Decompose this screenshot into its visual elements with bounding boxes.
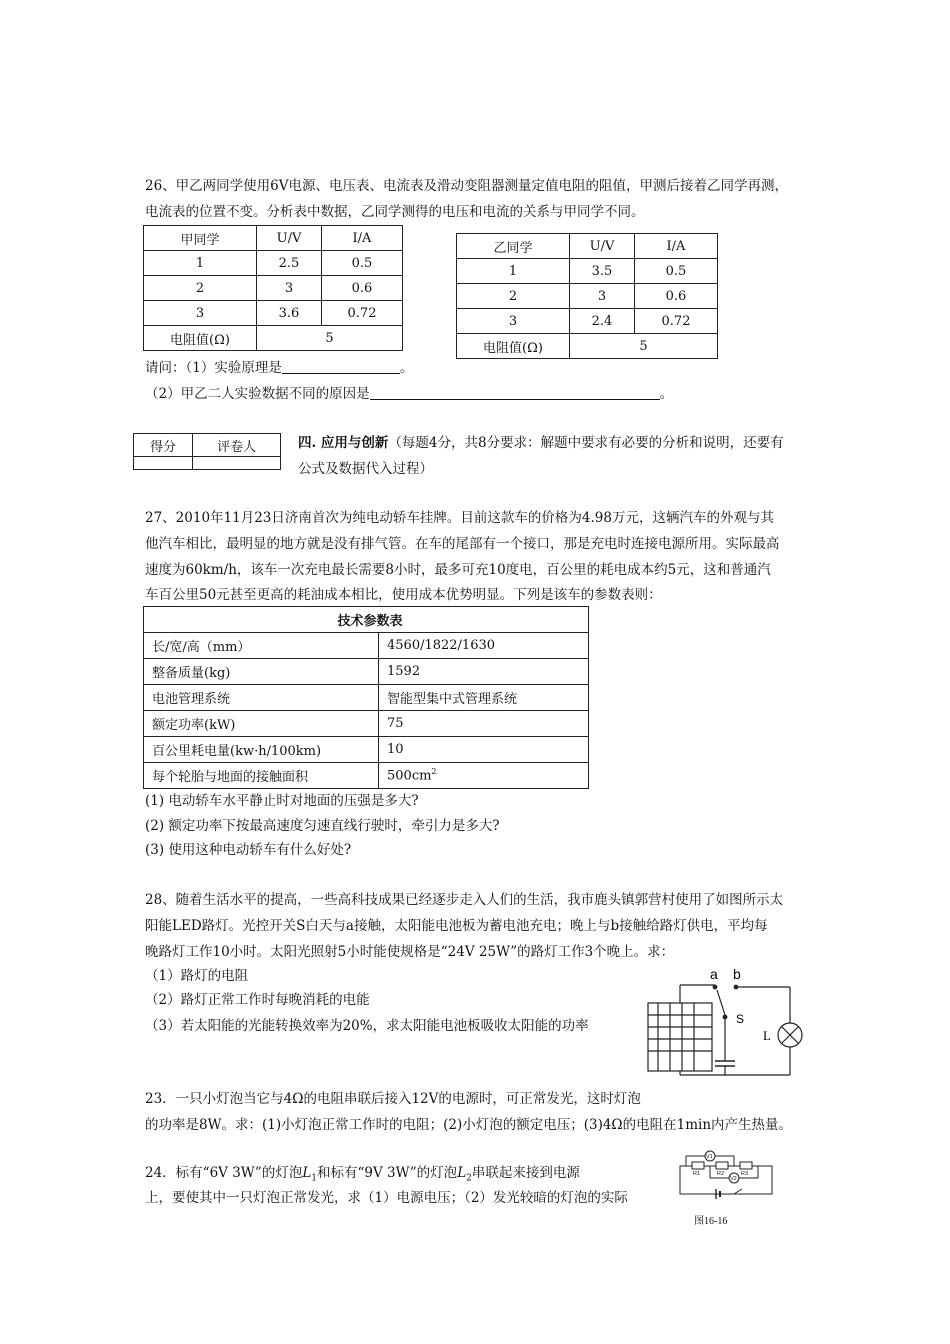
- q23-text-line2: 的功率是8W。求：(1)小灯泡正常工作时的电阻；(2)小灯泡的额定电压；(3)4Ω的电阻在1min内产生热量。: [145, 1117, 793, 1133]
- section4-desc2: 公式及数据代入过程）: [298, 461, 433, 477]
- lamp-l1-sub: 1: [311, 1173, 318, 1184]
- cell: 3.6: [257, 301, 322, 326]
- q24-part: 和标有“9V 3W”的灯泡: [317, 1165, 458, 1181]
- answer-blank[interactable]: [282, 359, 400, 374]
- table-row: [144, 763, 589, 789]
- cell: 2.5: [257, 251, 322, 276]
- cell: 5: [570, 334, 718, 359]
- q26-text-line1: 26、甲乙两同学使用6V电源、电压表、电流表及滑动变阻器测量定值电阻的阻值，甲测后接着乙同学再测，: [145, 178, 789, 194]
- table-row: [144, 633, 589, 659]
- q27-text-line3: 速度为60km/h，该车一次充电最长需要8小时，最多可充10度电，百公里的耗电成本约5元，这和普通汽: [145, 562, 771, 578]
- table-row: [144, 251, 403, 276]
- spec-label: 额定功率(kW): [144, 711, 379, 737]
- spec-value: 10: [379, 737, 589, 763]
- cell: 1: [144, 251, 257, 276]
- q26-ask2: [145, 384, 673, 404]
- cell: 0.6: [635, 284, 718, 309]
- header-cell: I/A: [322, 226, 403, 251]
- q28-text-line1: 28、随着生活水平的提高，一些高科技成果已经逐步走入人们的生活，我市鹿头镇郭营村使用了如图所示太: [145, 892, 784, 908]
- area-exponent: 2: [431, 767, 437, 777]
- spec-label: 每个轮胎与地面的接触面积: [144, 763, 379, 789]
- resistor-r2-icon: [716, 1162, 728, 1169]
- section-desc1: （每题4分，共8分要求：解题中要求有必要的分析和说明，还要有: [388, 435, 784, 451]
- spec-value: 1592: [379, 659, 589, 685]
- label-l: L: [763, 1028, 771, 1043]
- resistor-r3-icon: [740, 1162, 752, 1169]
- spec-label: 电池管理系统: [144, 685, 379, 711]
- q24-part: 串联起来接到电源: [471, 1165, 580, 1181]
- spec-label: 百公里耗电量(kw·h/100km): [144, 737, 379, 763]
- cell: 3: [457, 309, 570, 334]
- cell: 0.6: [322, 276, 403, 301]
- table-row: [144, 276, 403, 301]
- spec-value: 75: [379, 711, 589, 737]
- header-cell: U/V: [257, 226, 322, 251]
- label-a: a: [710, 966, 718, 982]
- grader-label: 评卷人: [193, 434, 281, 457]
- cell: 电阻值(Ω): [144, 326, 257, 351]
- solar-circuit-diagram: [640, 965, 820, 1080]
- q24-part: 24．标有“6V 3W”的灯泡: [145, 1165, 303, 1181]
- label-r2: R2: [717, 1171, 725, 1177]
- table-footer-row: [144, 326, 403, 351]
- q23-text-line1: 23．一只小灯泡当它与4Ω的电阻串联后接入12V的电源时，可正常发光，这时灯泡: [145, 1091, 641, 1107]
- table-student-b: [456, 233, 718, 359]
- series-circuit-diagram: [672, 1148, 782, 1212]
- spec-label: 长/宽/高（mm）: [144, 633, 379, 659]
- q27-sub1: (1) 电动轿车水平静止时对地面的压强是多大?: [145, 793, 419, 809]
- spec-value: 4560/1822/1630: [379, 633, 589, 659]
- grader-cell[interactable]: [193, 457, 281, 470]
- label-b: b: [733, 966, 741, 982]
- q24-text-line1: [145, 1163, 580, 1189]
- spec-value: [379, 763, 589, 789]
- area-value: 500cm: [387, 768, 432, 784]
- ask2-suffix: 。: [659, 386, 674, 402]
- q28-text-line3: 晚路灯工作10小时。太阳光照射5小时能使规格是“24V 25W”的路灯工作3个晚上。求：: [145, 944, 675, 960]
- table-row: [144, 659, 589, 685]
- cell: 2.4: [570, 309, 635, 334]
- q28-sub3: （3）若太阳能的光能转换效率为20%，求太阳能电池板吸收太阳能的功率: [145, 1018, 589, 1034]
- header-cell: 甲同学: [144, 226, 257, 251]
- lamp-l2: L: [457, 1165, 467, 1181]
- label-r3: R3: [741, 1171, 749, 1177]
- table-student-a: [143, 225, 403, 351]
- label-r1: R1: [693, 1171, 701, 1177]
- q28-sub1: （1）路灯的电阻: [145, 968, 249, 984]
- switch-blade: [717, 990, 725, 1015]
- cell: 2: [457, 284, 570, 309]
- cell: 3: [570, 284, 635, 309]
- header-cell: I/A: [635, 234, 718, 259]
- table-row: [144, 301, 403, 326]
- score-label: 得分: [134, 434, 193, 457]
- score-box: [133, 433, 281, 470]
- switch-icon: [734, 1189, 742, 1194]
- table-row: [457, 259, 718, 284]
- table-row: [457, 309, 718, 334]
- q26-ask1: [145, 358, 413, 378]
- ask1-prefix: 请问：（1）实验原理是: [145, 360, 282, 376]
- table-row: [144, 711, 589, 737]
- lamp-l2-sub: 2: [466, 1173, 472, 1184]
- header-cell: U/V: [570, 234, 635, 259]
- label-v1: V1: [706, 1154, 713, 1160]
- section4-heading: [298, 433, 784, 453]
- q28-sub2: （2）路灯正常工作时每晚消耗的电能: [145, 992, 370, 1008]
- table-header-row: [457, 234, 718, 259]
- cell: 5: [257, 326, 403, 351]
- q24-text-line2: 上，要使其中一只灯泡正常发光，求（1）电源电压；（2）发光较暗的灯泡的实际: [145, 1190, 628, 1206]
- lamp-l1: L: [302, 1165, 312, 1181]
- cell: 0.72: [322, 301, 403, 326]
- q27-text-line1: 27、2010年11月23日济南首次为纯电动轿车挂牌。目前这款车的价格为4.98万元，这辆汽车的外观与其: [145, 510, 774, 526]
- label-v2: V2: [730, 1176, 737, 1182]
- table-header-row: [144, 226, 403, 251]
- label-s: S: [736, 1012, 745, 1026]
- cell: 电阻值(Ω): [457, 334, 570, 359]
- cell: 2: [144, 276, 257, 301]
- spec-value: 智能型集中式管理系统: [379, 685, 589, 711]
- spec-table: [143, 606, 589, 789]
- ask1-suffix: 。: [399, 360, 414, 376]
- cell: 1: [457, 259, 570, 284]
- table-row: [144, 737, 589, 763]
- cell: 3: [144, 301, 257, 326]
- score-cell[interactable]: [134, 457, 193, 470]
- answer-blank[interactable]: [370, 385, 660, 400]
- cell: 3: [257, 276, 322, 301]
- q28-text-line2: 阳能LED路灯。光控开关S白天与a接触，太阳能电池板为蓄电池充电；晚上与b接触给路灯供电，平均每: [145, 918, 768, 934]
- header-cell: 乙同学: [457, 234, 570, 259]
- q27-text-line4: 车百公里50元甚至更高的耗油成本相比，使用成本优势明显。下列是该车的参数表则：: [145, 587, 662, 603]
- cell: 0.72: [635, 309, 718, 334]
- q26-text-line2: 电流表的位置不变。分析表中数据，乙同学测得的电压和电流的关系与甲同学不同。: [145, 204, 645, 220]
- q27-sub3: (3) 使用这种电动轿车有什么好处?: [145, 842, 352, 858]
- cell: 3.5: [570, 259, 635, 284]
- section-title: 四. 应用与创新: [298, 435, 389, 451]
- table-row: [144, 685, 589, 711]
- figure-caption: 图16-16: [694, 1216, 728, 1227]
- ask2-prefix: （2）甲乙二人实验数据不同的原因是: [145, 386, 370, 402]
- cell: 0.5: [635, 259, 718, 284]
- spec-label: 整备质量(kg): [144, 659, 379, 685]
- q27-text-line2: 他汽车相比，最明显的地方就是没有排气管。在车的尾部有一个接口，那是充电时连接电源所用。实际最高: [145, 536, 780, 552]
- spec-table-title: 技术参数表: [144, 607, 589, 633]
- resistor-r1-icon: [692, 1162, 704, 1169]
- table-row: [457, 284, 718, 309]
- table-footer-row: [457, 334, 718, 359]
- q27-sub2: (2) 额定功率下按最高速度匀速直线行驶时，牵引力是多大?: [145, 818, 500, 834]
- cell: 0.5: [322, 251, 403, 276]
